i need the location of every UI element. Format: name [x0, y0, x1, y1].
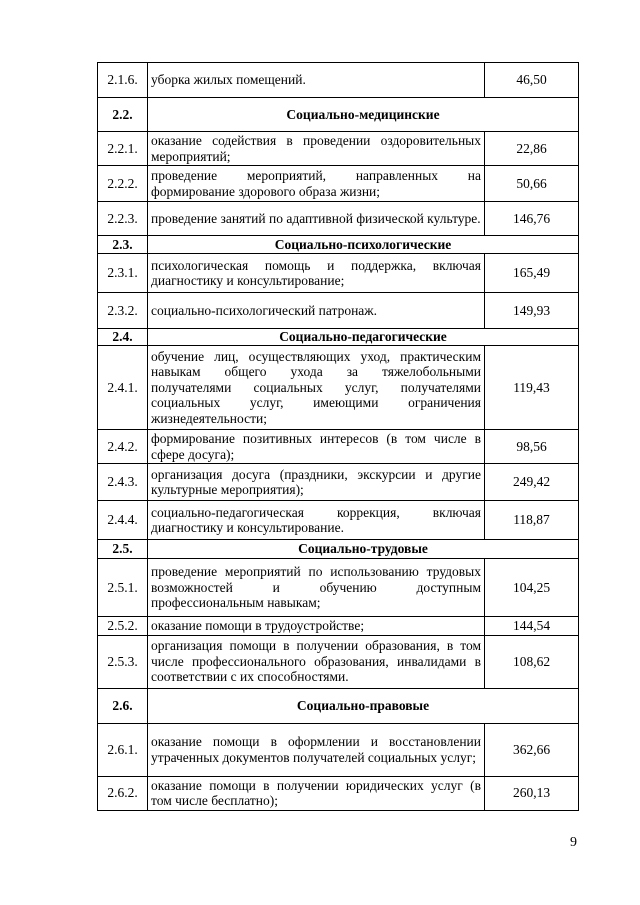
table-row	[98, 254, 579, 293]
service-tariff: 260,13	[485, 776, 579, 810]
table-row	[98, 464, 579, 501]
table-row	[98, 346, 579, 430]
service-description: уборка жилых помещений.	[148, 63, 485, 98]
section-title: Социально-медицинские	[148, 98, 579, 132]
table-row	[98, 430, 579, 464]
services-table	[97, 62, 579, 811]
row-number: 2.2.	[98, 98, 148, 132]
service-tariff: 165,49	[485, 254, 579, 293]
service-description: формирование позитивных интересов (в том числе в сфере досуга);	[148, 430, 485, 464]
service-description: организация помощи в получении образования, в том числе профессионального образования, инвалидами в соответствии с их способностями.	[148, 635, 485, 688]
table-row	[98, 202, 579, 236]
section-row	[98, 540, 579, 559]
service-description: социально-психологический патронаж.	[148, 293, 485, 329]
service-description: обучение лиц, осуществляющих уход, практическим навыкам общего ухода за тяжелобольными получателями социальных услуг, получателями социальных услуг, имеющими ограничения жизнедеятельности;	[148, 346, 485, 430]
row-number: 2.6.2.	[98, 776, 148, 810]
service-tariff: 22,86	[485, 132, 579, 166]
row-number: 2.2.2.	[98, 166, 148, 202]
row-number: 2.4.4.	[98, 501, 148, 540]
table-row	[98, 617, 579, 636]
service-description: оказание помощи в оформлении и восстановлении утраченных документов получателей социальных услуг;	[148, 723, 485, 776]
row-number: 2.3.	[98, 236, 148, 254]
row-number: 2.4.2.	[98, 430, 148, 464]
section-title: Социально-психологические	[148, 236, 579, 254]
service-tariff: 249,42	[485, 464, 579, 501]
row-number: 2.3.1.	[98, 254, 148, 293]
service-description: проведение мероприятий по использованию трудовых возможностей и обучению доступным профессиональным навыкам;	[148, 559, 485, 617]
row-number: 2.5.	[98, 540, 148, 559]
service-description: проведение занятий по адаптивной физической культуре.	[148, 202, 485, 236]
service-tariff: 46,50	[485, 63, 579, 98]
row-number: 2.1.6.	[98, 63, 148, 98]
service-tariff: 362,66	[485, 723, 579, 776]
service-description: организация досуга (праздники, экскурсии и другие культурные мероприятия);	[148, 464, 485, 501]
table-row	[98, 63, 579, 98]
page-number: 9	[570, 835, 577, 850]
row-number: 2.4.1.	[98, 346, 148, 430]
table-row	[98, 723, 579, 776]
service-tariff: 98,56	[485, 430, 579, 464]
table-row	[98, 132, 579, 166]
row-number: 2.4.3.	[98, 464, 148, 501]
section-title: Социально-педагогические	[148, 329, 579, 346]
service-description: оказание помощи в получении юридических услуг (в том числе бесплатно);	[148, 776, 485, 810]
section-row	[98, 236, 579, 254]
table-row	[98, 501, 579, 540]
section-row	[98, 98, 579, 132]
section-title: Социально-трудовые	[148, 540, 579, 559]
service-tariff: 104,25	[485, 559, 579, 617]
row-number: 2.3.2.	[98, 293, 148, 329]
section-title: Социально-правовые	[148, 688, 579, 723]
row-number: 2.6.	[98, 688, 148, 723]
service-description: оказание помощи в трудоустройстве;	[148, 617, 485, 636]
service-tariff: 149,93	[485, 293, 579, 329]
table-row	[98, 776, 579, 810]
table-row	[98, 559, 579, 617]
service-description: проведение мероприятий, направленных на формирование здорового образа жизни;	[148, 166, 485, 202]
service-tariff: 146,76	[485, 202, 579, 236]
service-tariff: 108,62	[485, 635, 579, 688]
section-row	[98, 688, 579, 723]
row-number: 2.5.3.	[98, 635, 148, 688]
service-description: социально-педагогическая коррекция, включая диагностику и консультирование.	[148, 501, 485, 540]
table-row	[98, 293, 579, 329]
row-number: 2.6.1.	[98, 723, 148, 776]
row-number: 2.5.1.	[98, 559, 148, 617]
table-row	[98, 635, 579, 688]
service-description: оказание содействия в проведении оздоровительных мероприятий;	[148, 132, 485, 166]
table-row	[98, 166, 579, 202]
section-row	[98, 329, 579, 346]
service-tariff: 50,66	[485, 166, 579, 202]
service-tariff: 119,43	[485, 346, 579, 430]
row-number: 2.2.3.	[98, 202, 148, 236]
service-description: психологическая помощь и поддержка, включая диагностику и консультирование;	[148, 254, 485, 293]
row-number: 2.5.2.	[98, 617, 148, 636]
row-number: 2.4.	[98, 329, 148, 346]
service-tariff: 118,87	[485, 501, 579, 540]
row-number: 2.2.1.	[98, 132, 148, 166]
service-tariff: 144,54	[485, 617, 579, 636]
